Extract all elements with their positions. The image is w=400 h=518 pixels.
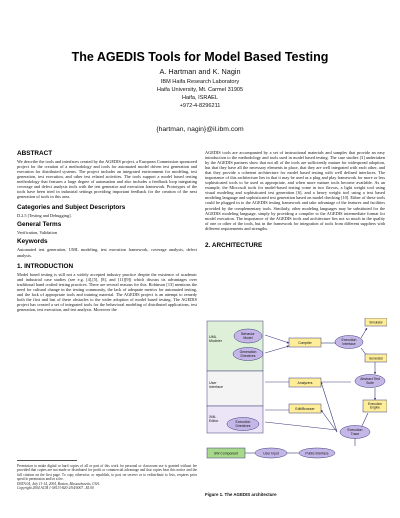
node-label: Behavior [241,332,255,336]
architecture-diagram [205,318,387,468]
affiliation-line: Haifa University, Mt. Carmel 31905 [156,87,244,93]
authors: A. Hartman and K. Nagin [159,67,241,76]
email: {hartman, nagin}@il.ibm.com [156,126,244,133]
node-label: Execution [347,428,363,432]
side-label: XML Editor [209,415,219,423]
affiliation-line: Haifa, ISRAEL [181,95,219,101]
svg-text:GenerationDirectives [240,350,257,358]
node-label: User Input [263,451,279,456]
abstract-text: We describe the tools and interfaces created by the AGEDIS project, a European Commission sponsored project for the creation of a methodology and tools for automated model driven test generation and execution for distributed systems. The project includes an integrated environment for modeling, test generation, test execution, and other test related activities. The tools support a model based testing methodology that features a large degree of automation and also includes a feedback loop integrating coverage and defect analysis tools with the test generator and execution framework. Prototypes of the tools have been tried in industrial settings providing important feedback for the creation of the next generation of tools in this area. [17,159,197,200]
node-label: Directives [240,353,256,358]
keywords-text: Automated test generation, UML modeling, test execution framework, coverage analysis, defect analysis. [17,247,197,258]
affiliation-line: +972-4-8296211 [179,103,221,109]
copyright-line: Copyright 2004 ACM 1-58113-820-2/04/0007...$5.00 [17,486,94,491]
left-column [17,150,197,317]
node-label: Engine [370,405,380,410]
introduction-heading: 1. INTRODUCTION [17,262,74,270]
side-label: User Interface [209,381,223,389]
node-label: SW Component [214,451,238,456]
node-label: Public Interface [305,451,329,456]
categories-text: D.2.5 [Testing and Debugging]. [17,213,72,219]
paper-title: The AGEDIS Tools for Model Based Testing [71,50,329,64]
figure-caption: Figure 1. The AGEDIS architecture [205,492,277,497]
body-paragraph: AGEDIS tools are accompanied by a set of instructional materials and samples that provide an easy introduction to the methodology and tools used in model based testing. The case studies [3] undertaken by the AGEDIS partners show that not all of the tools are sufficiently mature for widespread adoption, but that they have all the necessary elements in place, that they are well integrated with each other, and that they provide a coherent architecture for model based testing with well defined interfaces. The importance of this architecture lies in that it may be used as a plug and play framework for more or less sophisticated tools to be used as appropriate, and when more mature tools become available. As an example, the Microsoft tools for model-based testing come in two flavors, a light weight tool using visual modeling and sophisticated test generation [6], and a heavy weight tool using a text based modeling language and sophisticated test generation based on model checking [10]. Either of these tools could be plugged in to the AGEDIS testing framework and take advantage of the features and facilities provided by the complementary tools. Similarly, other modeling languages may be substituted for the AGEDIS modeling language, simply by providing a compiler to the AGEDIS intermediate format for model execution. The importance of the AGEDIS tools and architecture lies not so much in the quality of one or other of the tools, but in the framework for integration of tools from different suppliers with different requirements and strengths. [205,150,385,231]
node-label: Analyzers [297,381,313,385]
node-label: Abstract Test [360,377,380,381]
node-label: Execution [368,402,382,406]
right-column [205,150,385,251]
keywords-heading: Keywords [17,238,48,246]
node-label: Compiler [298,341,312,345]
node-label: Simulator [369,320,383,325]
svg-text:ExecutionDirectives [236,420,251,428]
footnote-rule [17,460,77,461]
categories-heading: Categories and Subject Descriptors [17,204,126,212]
node-label: Generation [239,350,257,354]
node-label: Suite [366,380,374,385]
node-label: Execution [341,338,357,342]
svg-text:ExecutionInterface [342,338,357,346]
node-label: Trace [350,431,360,436]
node-label: Generator [368,356,384,361]
node-label: Model [243,335,253,340]
abstract-heading: ABSTRACT [17,150,53,157]
general-terms-text: Verification, Validation [17,230,58,236]
side-label: UML Modeler [209,335,222,343]
copyright-footnote [17,464,197,490]
permission-notice: Permission to make digital or hard copies of all or part of this work for personal or classroom use is granted without fee provided that copies are not made or distributed for profit or commercial advantage and that copies bear this notice and the full citation on the first page. To copy otherwise, or republish, to post on servers or to redistribute to lists, requires prior specific permission and/or a fee. [17,464,197,482]
node-label: Execution [235,420,251,424]
node-label: Directives [235,423,251,428]
architecture-heading: 2. ARCHITECTURE [205,241,263,249]
introduction-text: Model based testing is still not a widely accepted industry practice despite the existence of academic and industrial case studies (see e.g. [4],[5], [8], and [11][9]) which discuss its advantages over traditional hand crafted testing practices. There are several reasons for this. Robinson [13] mentions the need for cultural change in the testing community, the lack of adequate metrics for automated testing, and the lack of appropriate tools and training material. The AGEDIS project is an attempt to remedy both the first and last of these obstacles to the wider adoption of model based testing. The AGEDIS project has created a set of integrated tools for the behavioral modeling of distributed applications, test generation, test execution, and test analysis. Moreover the [17,271,197,312]
node-label: Interface [342,341,356,346]
general-terms-heading: General Terms [17,221,62,229]
node-label: Edit/Browser [295,407,315,411]
conference-line: ISSTA 04, July 11-14, 2004, Boston, Massachusetts, USA. [17,481,100,486]
uml-modeler-panel [207,321,263,371]
affiliation-line: IBM Haifa Research Laboratory [160,79,240,85]
